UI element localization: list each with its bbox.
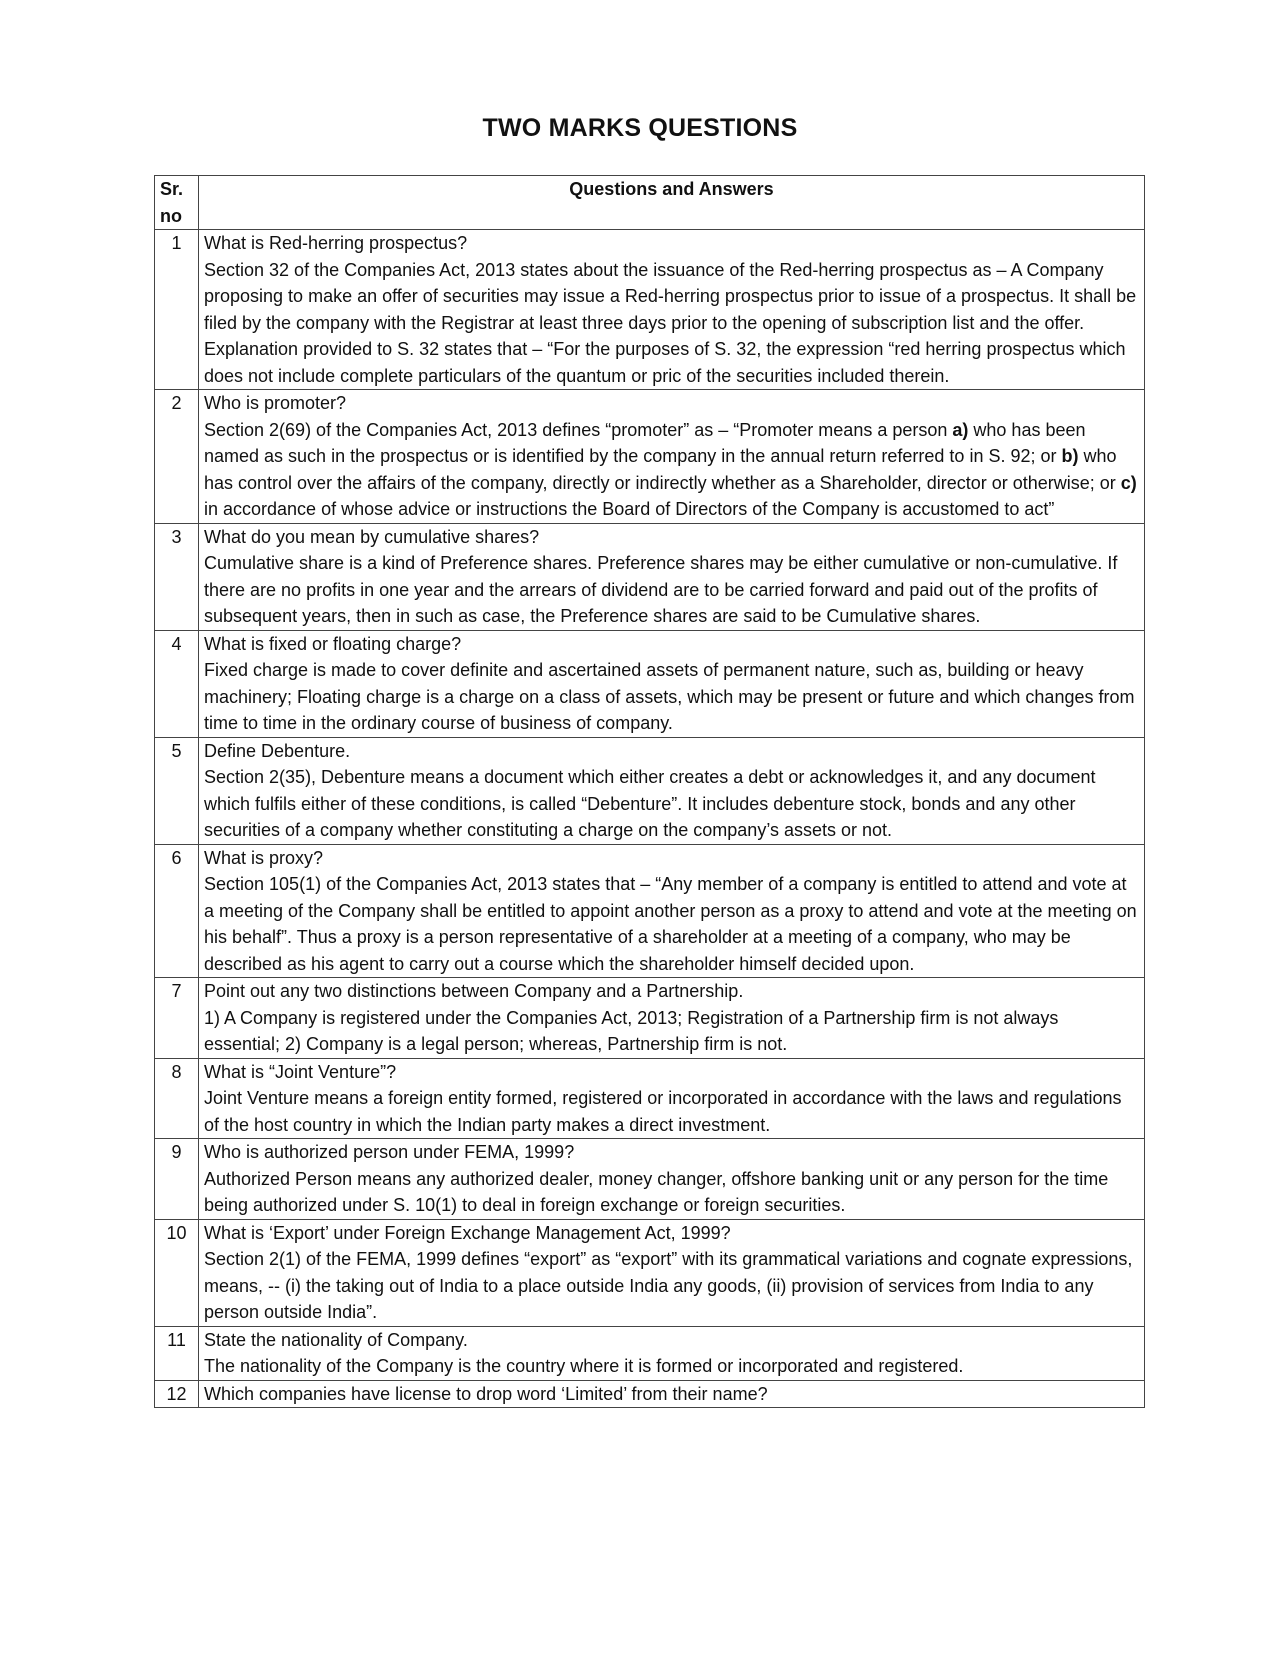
- table-row: [155, 844, 1145, 978]
- row-number: 11: [155, 1326, 199, 1380]
- row-number: 5: [155, 737, 199, 844]
- answer-segment: who has control over the affairs of the company, directly or indirectly whether as a Shareholder, director or otherwise; or: [204, 446, 1121, 493]
- answer-text: The nationality of the Company is the country where it is formed or incorporated and registered.: [204, 1356, 964, 1376]
- table-row: [155, 1326, 1145, 1380]
- page-title: TWO MARKS QUESTIONS: [482, 114, 798, 142]
- qa-cell: [199, 844, 1145, 978]
- answer-segment: Section 2(69) of the Companies Act, 2013 defines “promoter” as – “Promoter means a person: [204, 419, 953, 440]
- qa-cell: [199, 1139, 1145, 1220]
- table-row: [155, 978, 1145, 1059]
- row-number: 10: [155, 1219, 199, 1326]
- qa-header: Questions and Answers: [199, 176, 1145, 230]
- question-text: What is “Joint Venture”?: [204, 1061, 397, 1082]
- table-header-row: [155, 176, 1145, 230]
- answer-marker: c): [1120, 472, 1137, 493]
- question-text: What is ‘Export’ under Foreign Exchange Management Act, 1999?: [204, 1222, 731, 1243]
- table-row: [155, 1380, 1145, 1408]
- table-row: [155, 630, 1145, 737]
- question-text: Define Debenture.: [204, 740, 351, 761]
- answer-text: Cumulative share is a kind of Preference shares. Preference shares may be either cumulative or non-cumulative. If there are no profits in one year and the arrears of dividend are to be carried forward and paid out of the profits of subsequent years, then in such as case, the Preference shares are said to be Cumulative shares.: [204, 553, 1118, 626]
- qa-cell: [199, 390, 1145, 524]
- row-number: 3: [155, 523, 199, 630]
- qa-cell: [199, 737, 1145, 844]
- question-text: What is proxy?: [204, 847, 324, 868]
- question-text: What is fixed or floating charge?: [204, 633, 462, 654]
- answer-text: Section 105(1) of the Companies Act, 2013 states that – “Any member of a company is entitled to attend and vote at a meeting of the Company shall be entitled to appoint another person as a proxy to attend and vote at the meeting on his behalf”. Thus a proxy is a person representative of a shareholder at a meeting of a company, who may be described as his agent to carry out a course which the shareholder himself decided upon.: [204, 874, 1137, 974]
- qa-cell: [199, 978, 1145, 1059]
- question-text: Point out any two distinctions between Company and a Partnership.: [204, 981, 744, 1001]
- answer-text: 1) A Company is registered under the Companies Act, 2013; Registration of a Partnership firm is not always essential; 2) Company is a legal person; whereas, Partnership firm is not.: [204, 1007, 1059, 1054]
- row-number: 1: [155, 230, 199, 390]
- answer-text: Fixed charge is made to cover definite and ascertained assets of permanent nature, such as, building or heavy machinery; Floating charge is a charge on a class of assets, which may be present or future and which changes from time to time in the ordinary course of business of company.: [204, 660, 1135, 733]
- table-row: [155, 523, 1145, 630]
- row-number: 8: [155, 1058, 199, 1139]
- sr-no-header: Sr. no: [155, 176, 199, 230]
- qa-cell: [199, 1326, 1145, 1380]
- table-row: [155, 1058, 1145, 1139]
- answer-text: Authorized Person means any authorized dealer, money changer, offshore banking unit or any person for the time being authorized under S. 10(1) to deal in foreign exchange or foreign securities.: [204, 1168, 1109, 1215]
- qa-cell: [199, 230, 1145, 390]
- qa-table: [154, 175, 1145, 1408]
- row-number: 12: [155, 1380, 199, 1408]
- question-text: What do you mean by cumulative shares?: [204, 526, 540, 547]
- answer-marker: a): [952, 419, 969, 440]
- answer-text: [204, 417, 1139, 523]
- answer-segment: in accordance of whose advice or instructions the Board of Directors of the Company is accustomed to act”: [204, 499, 1055, 519]
- qa-cell: [199, 1058, 1145, 1139]
- question-text: State the nationality of Company.: [204, 1329, 468, 1350]
- qa-cell: [199, 630, 1145, 737]
- answer-marker: b): [1061, 446, 1079, 466]
- table-row: [155, 390, 1145, 524]
- qa-cell: [199, 523, 1145, 630]
- answer-text: Section 32 of the Companies Act, 2013 states about the issuance of the Red-herring prospectus as – A Company proposing to make an offer of securities may issue a Red-herring prospectus prior to issue of a prospectus. It shall be filed by the company with the Registrar at least three days prior to the opening of subscription list and the offer. Explanation provided to S. 32 states that – “For the purposes of S. 32, the expression “red herring prospectus which does not include complete particulars of the quantum or pric of the securities included therein.: [204, 259, 1137, 386]
- row-number: 4: [155, 630, 199, 737]
- answer-segment: who has been named as such in the prospectus or is identified by the company in the annual return referred to in S. 92; or: [204, 419, 1086, 466]
- question-text: Who is promoter?: [204, 393, 347, 413]
- answer-text: Section 2(1) of the FEMA, 1999 defines “export” as “export” with its grammatical variations and cognate expressions, means, -- (i) the taking out of India to a place outside India any goods, (ii) provision of services from India to any person outside India”.: [204, 1249, 1133, 1322]
- question-text: Who is authorized person under FEMA, 1999?: [204, 1142, 575, 1162]
- row-number: 2: [155, 390, 199, 524]
- answer-text: Section 2(35), Debenture means a document which either creates a debt or acknowledges it, and any document which fulfils either of these conditions, is called “Debenture”. It includes debenture stock, bonds and any other securities of a company whether constituting a charge on the company’s assets or not.: [204, 767, 1096, 840]
- answer-text: Joint Venture means a foreign entity formed, registered or incorporated in accordance with the laws and regulations of the host country in which the Indian party makes a direct investment.: [204, 1088, 1122, 1135]
- row-number: 9: [155, 1139, 199, 1220]
- qa-cell: [199, 1219, 1145, 1326]
- question-text: What is Red-herring prospectus?: [204, 233, 468, 253]
- row-number: 7: [155, 978, 199, 1059]
- table-row: [155, 1219, 1145, 1326]
- table-row: [155, 1139, 1145, 1220]
- row-number: 6: [155, 844, 199, 978]
- question-text: Which companies have license to drop word ‘Limited’ from their name?: [204, 1383, 768, 1404]
- table-row: [155, 230, 1145, 390]
- qa-cell: [199, 1380, 1145, 1408]
- table-row: [155, 737, 1145, 844]
